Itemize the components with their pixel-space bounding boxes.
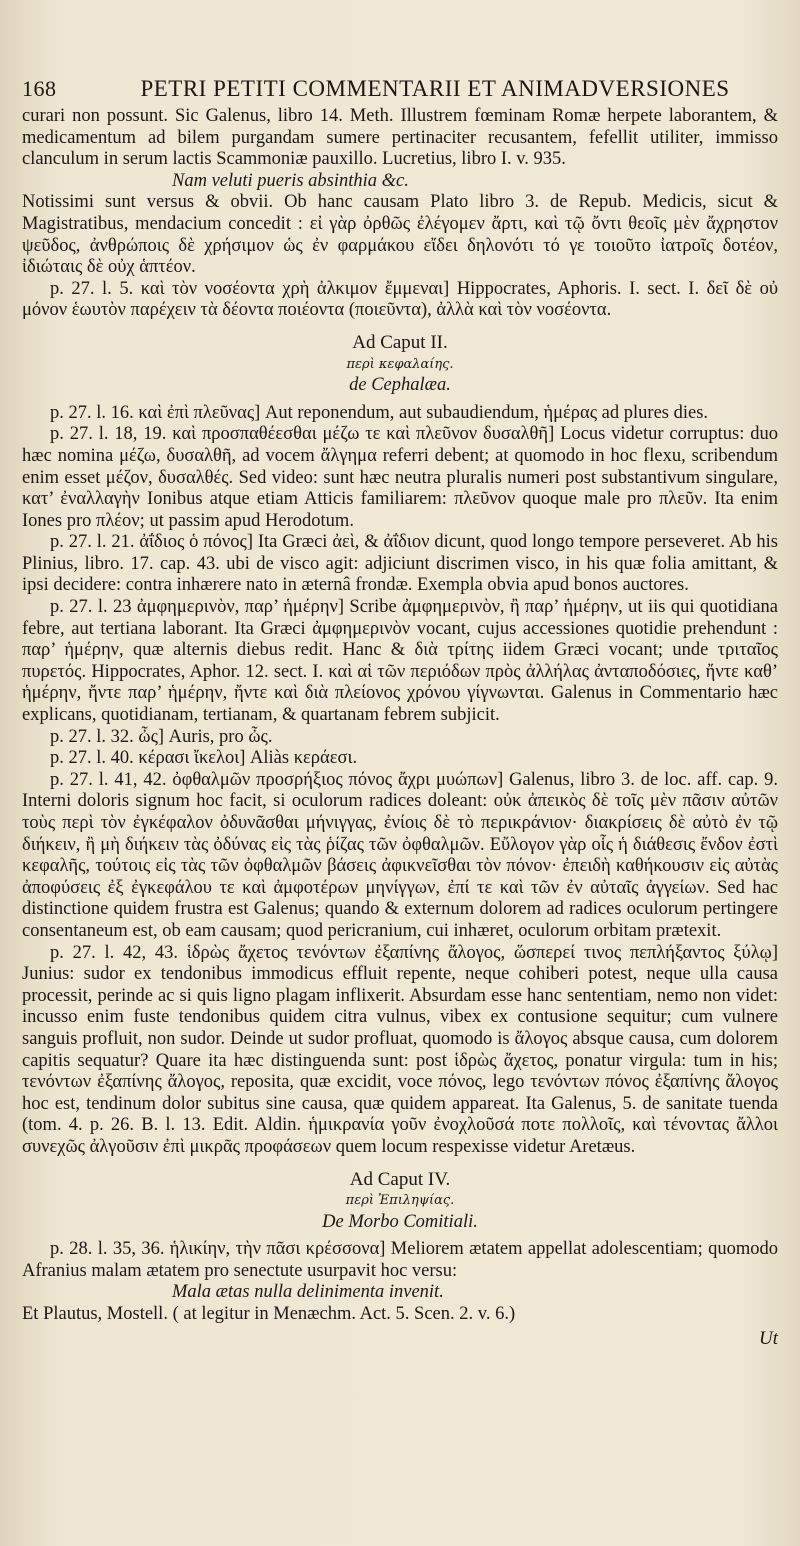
chapter-heading-2: Ad Caput II. xyxy=(352,331,448,353)
note-p27-l5: p. 27. l. 5. καὶ τὸν νοσέοντα χρὴ ἀλκιμον ἔμμεναι] Hippocrates, Aphoris. I. sect. I. δεῖ δὲ οὐ μόνον ἑωυτὸν παρέχειν τὰ δέοντα ποιέοντα (ποιεῦντα), ἀλλὰ καὶ τὸν νοσέοντα. xyxy=(22,278,778,321)
verse-quote-lucretius: Nam veluti pueris absinthia &c. xyxy=(172,170,409,191)
note-p27-l42: p. 27. l. 42, 43. ἱδρὼς ἄχετος τενόντων ἐξαπίνης ἄλογος, ὥσπερεί τινος πεπλήξαντος ξύλῳ] Junius: sudor ex tendonibus immodicus effluit repente, neque cohiberi potest, neque ulla causa processit, perinde ac si quis ligno plagam inflixerit. Absurdam esse hanc sententiam, nemo non videt: incusso enim fuste tendonibus quidem citra vulnus, vibex ex contusione sequitur; cum vulnere sanguis profluit, non sudor. Deinde ut sudor profluat, quomodo is ἄλογος absque causa, cum dolorem capitis sequatur? Quare ita hæc distinguenda sunt: post ἱδρὼς ἄχετος, ponatur virgula: tum in his; τενόντων ἐξαπίνης ἄλογος, reposita, quæ excidit, voce πόνος, lego τενόντων πόνος ἐξαπίνης ἄλογος hoc est, tendinum dolor subitus sine causa, quæ quidem appareat. Ita Galenus, 5. de sanitate tuenda (tom. 4. p. 26. B. l. 13. Edit. Aldin. ἡμικρανία γοῦν ἐνοχλοῦσά ποτε πολλοῖς, καὶ τένοντας ἄλλοι συνεχῶς ἀλγοῦσιν ἐπὶ μικρᾶς προφάσεων quem locum respexisse videtur Aretæus. xyxy=(22,942,778,1157)
note-p27-l18: p. 27. l. 18, 19. καὶ προσπαθέεσθαι μέζω τε καὶ πλεῦνον δυσαλθῆ] Locus videtur corruptus: duo hæc nomina μέζω, δυσαλθῆ, ad vocem ἄλγημα referri debent; at quomodo in hoc flexu, scribendum enim esset μέζον, δυσαλθές. Sed video: sunt hæc neutra pluralis numeri post substantivum singulare, κατ’ ἐναλλαγὴν Ionibus atque etiam Atticis familiarem: πλεῦνον quoque male pro πλεῦν. Ita enim Iones pro πλέον; ut passim apud Herodotum. xyxy=(22,424,778,531)
note-p27-l32: p. 27. l. 32. ὦς] Auris, pro ὦς. xyxy=(50,726,273,747)
note-p27-l23: p. 27. l. 23 ἀμφημερινὸν, παρ’ ἡμέρην] Scribe ἀμφημερινὸν, ἢ παρ’ ἡμέρην, ut iis qui quotidiana febre, aut tertiana laborant. Ita Græci ἀμφημερινὸν vocant, cujus accessiones quotidie prehendunt : παρ’ ἡμέρην, quæ alternis diebus redit. Hanc & διὰ τρίτης iidem Græci vocant; unde τριταῖος πυρετός. Hippocrates, Aphor. 12. sect. I. καὶ αἱ τῶν περιόδων πρὸς ἀλλήλας ἀνταποδόσιες, ἤντε καθ’ ἡμέρην, ἤντε παρ’ ἡμέρην, ἤντε καὶ διὰ πλείονος χρόνου γίγνωνται. Galenus in Commentario hæc explicans, quotidianam, tertianam, & quartanam febrem subjicit. xyxy=(22,597,778,726)
chapter-heading-2-greek: περὶ κεφαλαίης. xyxy=(346,356,454,372)
page-number: 168 xyxy=(22,76,57,101)
note-p27-l21: p. 27. l. 21. ἀΐδιος ὁ πόνος] Ita Græci ἀεὶ, & ἀΐδιον dicunt, quod longo tempore perseveret. Ab his Plinius, libro. 17. cap. 43. ubi de visco agit: adjiciunt discrimen visco, in his quæ folia amittant, & ipsi decidere: contra inhærere nato in æternâ frondæ. Exempla obvia apud bonos auctores. xyxy=(22,532,778,596)
running-head xyxy=(22,76,778,102)
chapter-heading-4-greek: περὶ Ἐπιληψίας. xyxy=(345,1193,455,1209)
catchword: Ut xyxy=(759,1327,778,1349)
running-title: PETRI PETITI COMMENTARII ET ANIMADVERSIONES xyxy=(140,76,730,101)
note-p27-l41: p. 27. l. 41, 42. ὀφθαλμῶν προσρήξιος πόνος ἄχρι μυώπων] Galenus, libro 3. de loc. aff. cap. 9. Interni doloris signum hoc facit, si oculorum radices doleant: οὐκ ἀπεικὸς δὲ τοῖς μὲν πᾶσιν αὐτῶν τοὺς περὶ τὸν ἐγκέφαλον ὀδυνᾶσθαι μήνιγγας, ἐνίοις δὲ τὸ περικράνιον· διακρίσεις δὲ αὐτὸ ἐν τῷ διήκειν, ἢ μὴ διήκειν τὰς ὀδύνας εἰς τὰς ῥίζας τῶν ὀφθαλμῶν. Εὔλογον γὰρ οἷς ἡ διάθεσις ἔνδον ἐστὶ κεφαλῆς, τούτοις εἰς τὰς τῶν ὀφθαλμῶν βάσεις ἀφικνεῖσθαι τὸν πόνον· ἐπειδὴ καθήκουσιν εἰς αὐτὰς ἀποφύσεις ἐξ ἐγκεφάλου τε καὶ ἀμφοτέρων μηνίγγων, ἐπί τε καὶ τῶν ἐν αὐταῖς ἀγγείων. Sed hac distinctione quidem frustra est Galenus; quando & externum dolorem ad radices oculorum pertingere consentaneum est, ob eam causam; quod pericranium, cui inhæret, oculorum orbitam prætexit. xyxy=(22,769,778,941)
chapter-heading-4: Ad Caput IV. xyxy=(349,1168,451,1190)
note-p28-l35: p. 28. l. 35, 36. ἡλικίην, τὴν πᾶσι κρέσσονα] Meliorem ætatem appellat adolescentiam; quomodo Afranius malam ætatem pro senectute usurpavit hoc versu: xyxy=(22,1239,778,1281)
note-p27-l40: p. 27. l. 40. κέρασι ἴκελοι] Aliàs κεράεσι. xyxy=(50,748,358,769)
paragraph-1: curari non possunt. Sic Galenus, libro 14. Meth. Illustrem fœminam Romæ herpete laborantem, & medicamentum ad bilem purgandam sumere pertinaciter recusantem, fefellit utiliter, immisso clanculum in serum lactis Scammoniæ pauxillo. Lucretius, libro I. v. 935. xyxy=(22,106,778,170)
chapter-heading-4-subtitle: De Morbo Comitiali. xyxy=(322,1211,478,1232)
note-p27-l16: p. 27. l. 16. καὶ ἐπὶ πλεῦνας] Aut reponendum, aut subaudiendum, ἡμέρας ad plures dies. xyxy=(50,402,709,423)
paragraph-plautus: Et Plautus, Mostell. ( at legitur in Menæchm. Act. 5. Scen. 2. v. 6.) xyxy=(22,1304,516,1325)
body-text xyxy=(22,106,778,1349)
verse-quote-afranius: Mala ætas nulla delinimenta invenit. xyxy=(172,1282,444,1303)
paragraph-2: Notissimi sunt versus & obvii. Ob hanc causam Plato libro 3. de Repub. Medicis, sicut & Magistratibus, mendacium concedit : εἰ γὰρ ὀρθῶς ἐλέγομεν ἄρτι, καὶ τῷ ὄντι θεοῖς μὲν ἄχρηστον ψεῦδος, ἀνθρώποις δὲ χρήσιμον ὡς ἐν φαρμάκου εἴδει δηλονότι τό γε τοιοῦτο ἰατροῖς δοτέον, ἰδιώταις δὲ οὐχ ἁπτέον. xyxy=(22,192,778,278)
chapter-heading-2-subtitle: de Cephalæa. xyxy=(349,375,451,396)
